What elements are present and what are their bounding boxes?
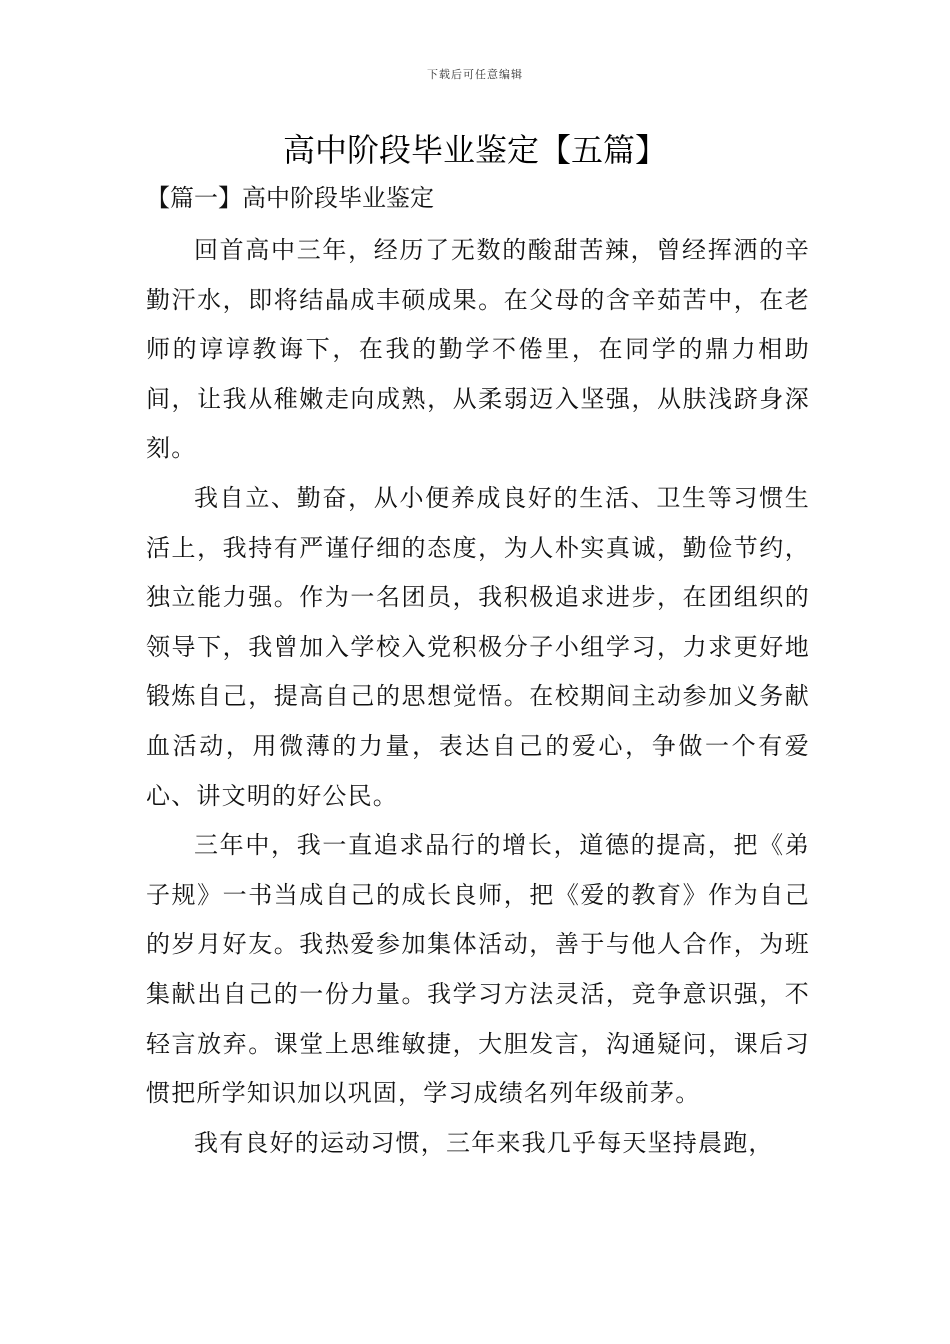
paragraph-2: 我自立、勤奋，从小便养成良好的生活、卫生等习惯生活上，我持有严谨仔细的态度，为人朴实真诚，勤俭节约，独立能力强。作为一名团员，我积极追求进步，在团组织的领导下，我曾加入学校入党积极分子小组学习，力求更好地锻炼自己，提高自己的思想觉悟。在校期间主动参加义务献血活动，用微薄的力量，表达自己的爱心，争做一个有爱心、讲文明的好公民。 — [146, 483, 810, 810]
paragraph-4: 我有良好的运动习惯，三年来我几乎每天坚持晨跑， — [194, 1128, 774, 1157]
page-header-note: 下载后可任意编辑 — [427, 68, 523, 81]
paragraph-1: 回首高中三年，经历了无数的酸甜苦辣，曾经挥洒的辛勤汗水，即将结晶成丰硕成果。在父母的含辛茹苦中，在老师的谆谆教诲下，在我的勤学不倦里，在同学的鼎力相助间，让我从稚嫩走向成熟，从柔弱迈入坚强，从肤浅跻身深刻。 — [146, 236, 810, 463]
section-heading: 【篇一】高中阶段毕业鉴定 — [146, 184, 434, 212]
paragraph-3: 三年中，我一直追求品行的增长，道德的提高，把《弟子规》一书当成自己的成长良师，把《爱的教育》作为自己的岁月好友。我热爱参加集体活动，善于与他人合作，为班集献出自己的一份力量。我学习方法灵活，竞争意识强，不轻言放弃。课堂上思维敏捷，大胆发言，沟通疑问，课后习惯把所学知识加以巩固，学习成绩名列年级前茅。 — [146, 831, 810, 1108]
document-body — [146, 226, 810, 1168]
document-title: 高中阶段毕业鉴定【五篇】 — [282, 131, 667, 169]
